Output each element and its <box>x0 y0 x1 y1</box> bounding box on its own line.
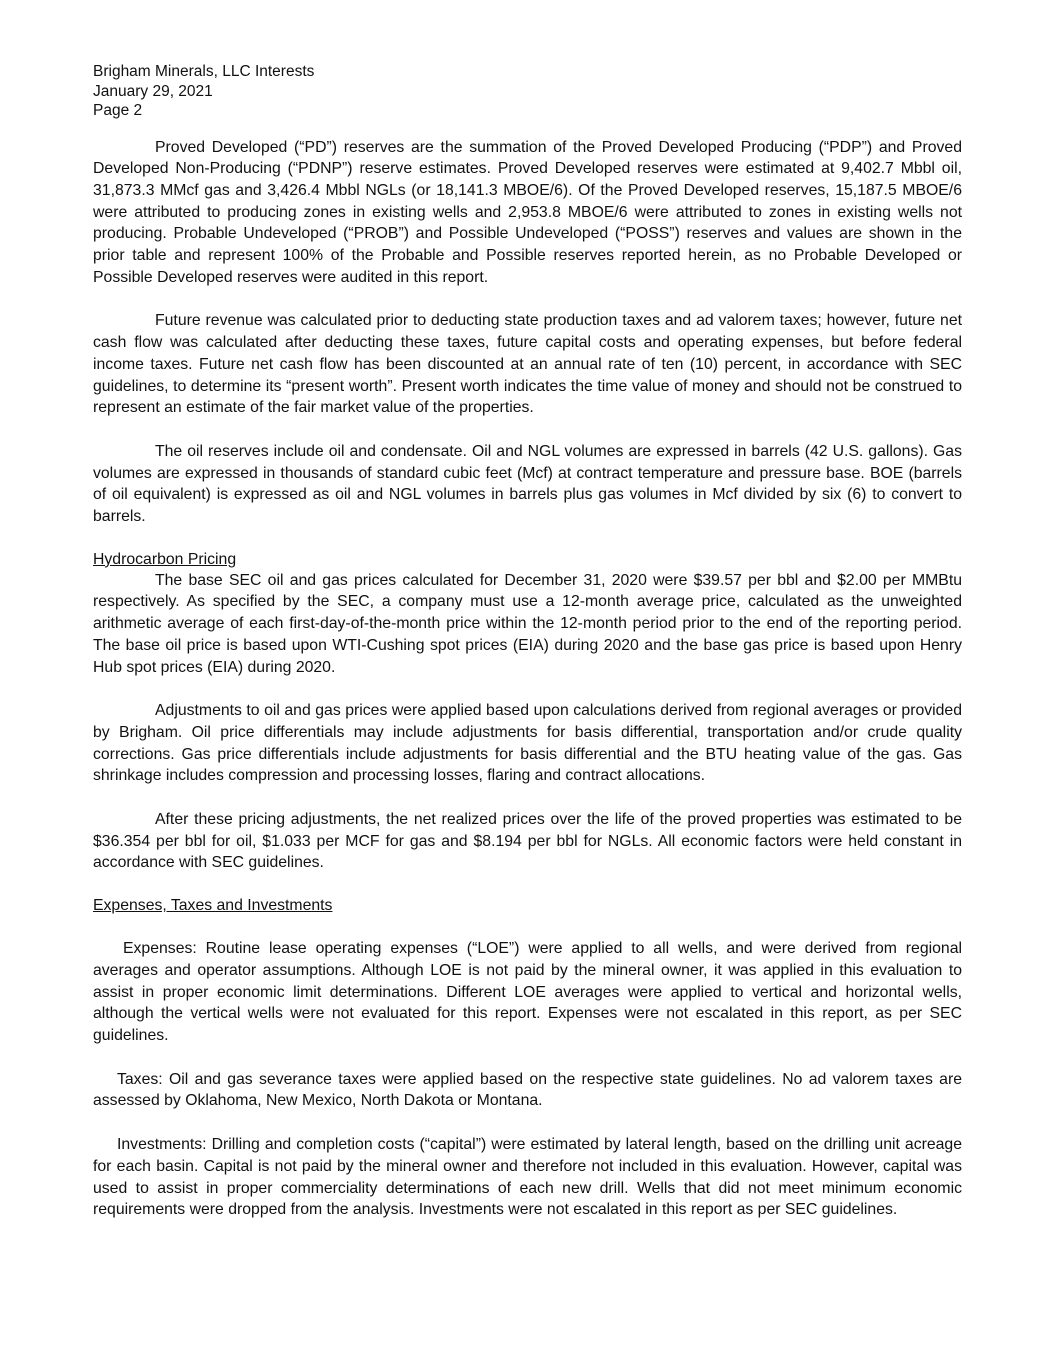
header-page-number: Page 2 <box>93 102 143 119</box>
letter-header <box>93 62 962 121</box>
paragraph-expenses: Expenses: Routine lease operating expenses (“LOE”) were applied to all wells, and were derived from regional averages and operator assumptions. Although LOE is not paid by the mineral owner, it was applied in this evaluation to assist in proper economic limit determinations. Different LOE averages were applied to vertical and horizontal wells, although the vertical wells were not evaluated for this report. Expenses were not escalated in this report, as per SEC guidelines. <box>93 940 962 1044</box>
paragraph-after-adjustments: After these pricing adjustments, the net realized prices over the life of the proved properties was estimated to be $36.354 per bbl for oil, $1.033 per MCF for gas and $8.194 per bbl for NGLs. All economic factors were held constant in accordance with SEC guidelines. <box>93 811 962 872</box>
paragraph-oil-reserves: The oil reserves include oil and condensate. Oil and NGL volumes are expressed in barrels (42 U.S. gallons). Gas volumes are expressed in thousands of standard cubic feet (Mcf) at contract temperature and pressure base. BOE (barrels of oil equivalent) is expressed as oil and NGL volumes in barrels plus gas volumes in Mcf divided by six (6) to convert to barrels. <box>93 442 962 526</box>
heading-expenses-taxes-investments: Expenses, Taxes and Investments <box>93 897 333 915</box>
header-date: January 29, 2021 <box>93 82 213 100</box>
paragraph-taxes: Taxes: Oil and gas severance taxes were applied based on the respective state guidelines. No ad valorem taxes are assessed by Oklahoma, New Mexico, North Dakota or Montana. <box>93 1070 962 1110</box>
document-page <box>93 62 962 1221</box>
paragraph-future-revenue: Future revenue was calculated prior to deducting state production taxes and ad valorem taxes; however, future net cash flow was calculated after deducting these taxes, future capital costs and operating expenses, but before federal income taxes. Future net cash flow has been discounted at an annual rate of ten (10) percent, in accordance with SEC guidelines, to determine its “present worth”. Present worth indicates the time value of money and should not be construed to represent an estimate of the fair market value of the properties. <box>93 312 962 417</box>
header-company: Brigham Minerals, LLC Interests <box>93 63 315 80</box>
heading-hydrocarbon-pricing: Hydrocarbon Pricing <box>93 550 237 568</box>
paragraph-pricing: The base SEC oil and gas prices calculated for December 31, 2020 were $39.57 per bbl and $2.00 per MMBtu respectively. As specified by the SEC, a company must use a 12-month average price, calculated as the unweighted arithmetic average of each first-day-of-the-month price within the 12-month period prior to the end of the reporting period. The base oil price is based upon WTI-Cushing spot prices (EIA) during 2020 and the base gas price is based upon Henry Hub spot prices (EIA) during 2020. <box>93 571 962 676</box>
paragraph-adjustments: Adjustments to oil and gas prices were applied based upon calculations derived from regional averages or provided by Brigham. Oil price differentials may include adjustments for basis differential, transportation and/or crude quality corrections. Gas price differentials include adjustments for basis differential and the BTU heating value of the gas. Gas shrinkage includes compression and processing losses, flaring and contract allocations. <box>93 702 962 785</box>
paragraph-proved-developed: Proved Developed (“PD”) reserves are the summation of the Proved Developed Producing (“PDP”) and Proved Developed Non-Producing (“PDNP”) reserve estimates. Proved Developed reserves were estimated at 9,402.7 Mbbl oil, 31,873.3 MMcf gas and 3,426.4 Mbbl NGLs (or 18,141.3 MBOE/6). Of the Proved Developed reserves, 15,187.5 MBOE/6 were attributed to producing zones in existing wells and 2,953.8 MBOE/6 were attributed to zones in existing wells not producing. Probable Undeveloped (“PROB”) and Possible Undeveloped (“POSS”) reserves and values are shown in the prior table and represent 100% of the Probable and Possible reserves reported herein, as no Probable Developed or Possible Developed reserves were audited in this report. <box>93 138 962 286</box>
paragraph-investments: Investments: Drilling and completion costs (“capital”) were estimated by lateral length, based on the drilling unit acreage for each basin. Capital is not paid by the mineral owner and therefore not included in this evaluation. However, capital was used to assist in proper commerciality determinations of each new drill. Wells that did not meet minimum economic requirements were dropped from the analysis. Investments were not escalated in this report as per SEC guidelines. <box>93 1136 962 1219</box>
